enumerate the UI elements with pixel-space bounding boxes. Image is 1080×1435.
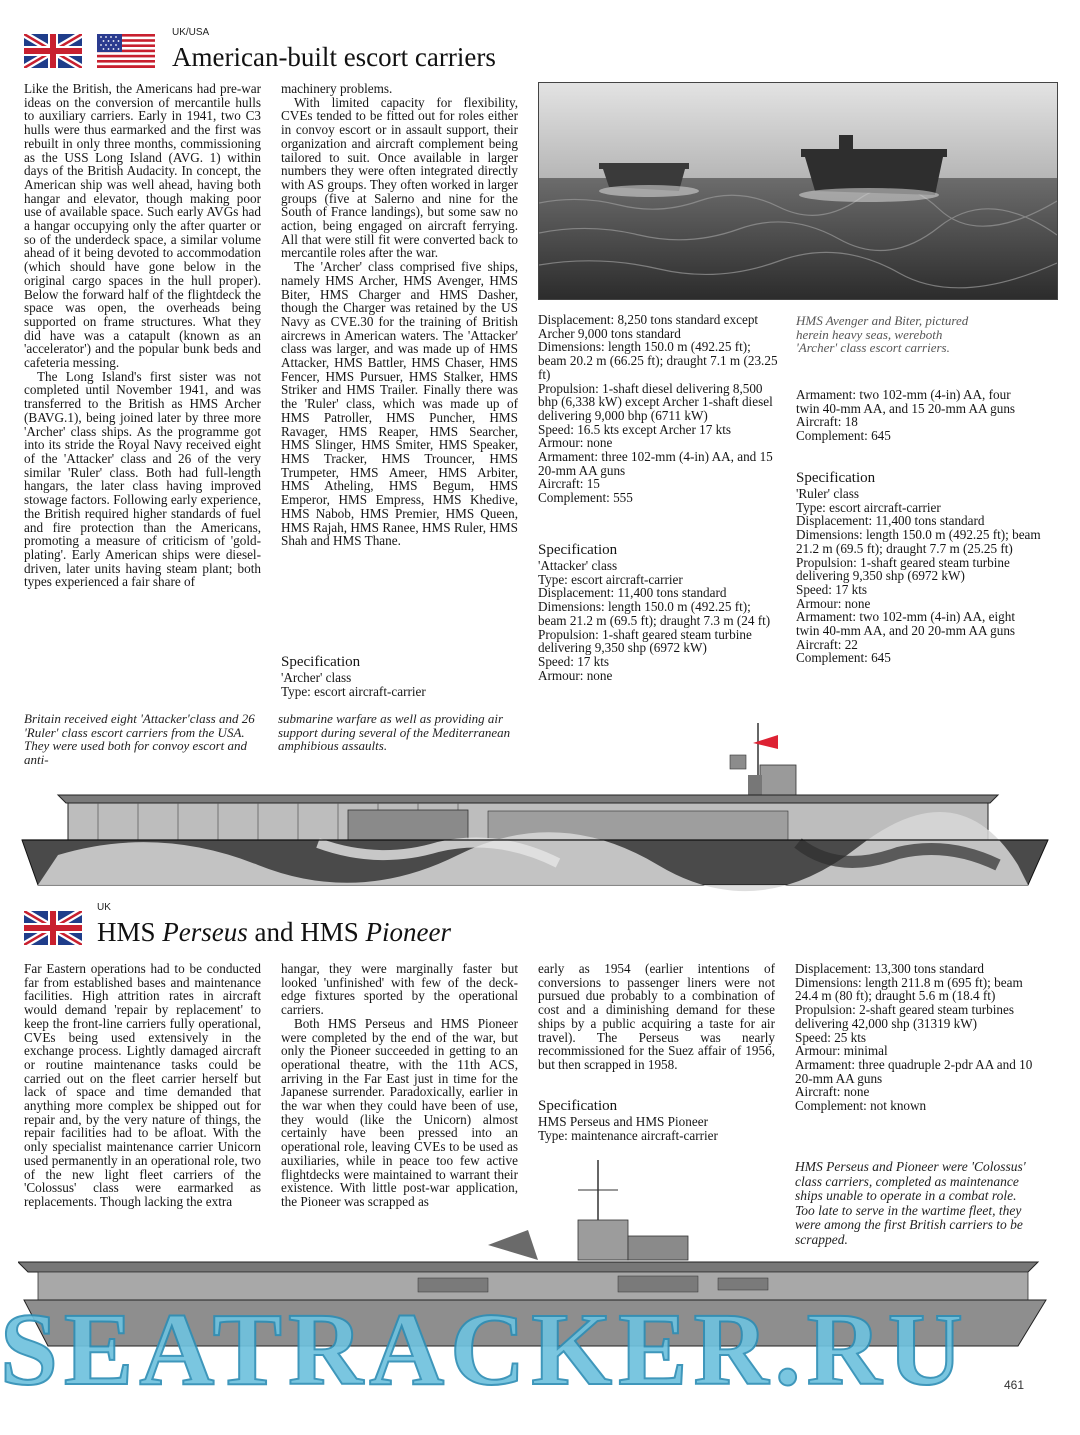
title-ship-name: Perseus	[162, 917, 248, 947]
spec-row: Armament: three quadruple 2-pdr AA and 10 20-mm AA guns	[795, 1056, 1033, 1086]
uk-flag	[24, 34, 82, 68]
spec-row: Armament: two 102-mm (4-in) AA, eight twin 40-mm AA, and 20 20-mm AA guns	[796, 609, 1016, 639]
spec-heading: Specification	[796, 470, 876, 486]
perseus-spec	[538, 1094, 778, 1146]
paragraph: Both HMS Perseus and HMS Pioneer were completed by the end of the war, but only the Pioneer succeeded in getting to an operational theatre, with the 11th ACS, arriving in the Far East just in time for the Japanese surrender. Paradoxically, earlier in the war when they could have been of use, they would (like the Unicorn) almost certainly have been pressed into an operational role, leaving CVEs to be used as auxiliaries, while in peace too few active flightdecks were maintained to warrant their existence. With little post-war application, the Pioneer was scrapped as	[281, 1015, 518, 1209]
section2-title	[97, 917, 451, 947]
section2-country: UK	[97, 902, 111, 913]
section1-country: UK/USA	[172, 27, 210, 38]
spec-row: Armour: none	[538, 435, 613, 451]
paragraph: The Long Island's first sister was not completed until November 1941, and was transferred to the British as HMS Archer (BAVG.1), being joined later by three more 'Archer' class ships. As the programme got into its stride the Royal Navy received eight of the 'Attacker' class and 26 of the very similar 'Ruler' class. Both had full-length hangars, the later class having improved stowage factors. Following early experience, the British required higher standards of fuel and fire protection than the Americans, promoting a measure of criticism of 'gold-plating'. Early American ships were diesel-driven, later units having steam plant; both types experienced a fair share of	[24, 368, 261, 590]
perseus-caption: HMS Perseus and Pioneer were 'Colossus' class carriers, completed as maintenance ships unable to operate in a combat role. Too late to serve in the wartime fleet, they were among the first British carriers to be scrapped.	[795, 1159, 1026, 1247]
spec-heading: Specification	[281, 654, 361, 670]
paragraph: With limited capacity for flexibility, CVEs tended to be fitted out for roles either in convoy escort or in assault support, their organization and aircraft complement being tailored to suit. Once available in larger numbers they were often integrated directly with AS groups. They often worked in larger groups (five at Salerno and nine for the South of France landings), but some saw no action, being engaged on aircraft ferrying. All that were still fit were converted back to mercantile roles after the war.	[281, 94, 518, 261]
attacker-spec	[538, 534, 778, 702]
spec-row: Complement: 645	[796, 650, 891, 666]
spec-row: Speed: 16.5 kts except Archer 17 kts	[538, 421, 732, 437]
spec-row: Dimensions: length 150.0 m (492.25 ft); beam 21.2 m (69.5 ft); draught 7.3 m (24 ft)	[538, 599, 771, 628]
spec-row: Aircraft: none	[795, 1084, 870, 1100]
spec-row: Complement: 645	[796, 428, 891, 444]
spec-row: Propulsion: 1-shaft diesel delivering 8,500 bhp (6,338 kW) except Archer 1-shaft diesel delivering 9,000 bhp (6711 kW)	[538, 380, 773, 423]
archer-spec	[281, 648, 518, 702]
paragraph: The 'Archer' class comprised five ships, namely HMS Archer, HMS Avenger, HMS Biter, HMS Charger and HMS Dasher, though the Charger was retained by the US Navy as CVE.30 for the training of British aircrews in American waters. The 'Attacker' class was larger, and was made up of HMS Attacker, HMS Battler, HMS Chaser, HMS Fencer, HMS Pursuer, HMS Stalker, HMS Striker and HMS Trailer. Finally there was the 'Ruler' class, which was made up of HMS Patroller, HMS Puncher, HMS Ravager, HMS Reaper, HMS Searcher, HMS Slinger, HMS Smiter, HMS Speaker, HMS Tracker, HMS Trouncer, HMS Trumpeter, HMS Ameer, HMS Arbiter, HMS Atheling, HMS Begum, HMS Emperor, HMS Empress, HMS Khedive, HMS Nabob, HMS Premier, HMS Queen, HMS Rajah, HMS Ranee, HMS Ruler, HMS Shah and HMS Thane.	[281, 259, 518, 549]
uk-flag	[24, 911, 82, 945]
section1-title: American-built escort carriers	[172, 42, 496, 72]
spec-row: Speed: 17 kts	[796, 581, 868, 597]
spec-heading: Specification	[538, 542, 618, 558]
escort-carrier-profile-illustration	[18, 715, 1058, 895]
ruler-spec	[796, 462, 1041, 708]
spec-heading: Specification	[538, 1098, 618, 1114]
perseus-spec-continued	[795, 962, 1040, 1152]
spec-row: Complement: 555	[538, 490, 633, 506]
spec-row: Dimensions: length 150.0 m (492.25 ft); beam 20.2 m (66.25 ft); draught 7.1 m (23.25 ft)	[538, 339, 778, 382]
spec-row: 'Archer' class	[281, 670, 352, 685]
spec-row: Armour: none	[796, 595, 871, 611]
section1-column-2	[281, 82, 518, 652]
archer-spec-continued	[538, 313, 778, 533]
section2-column-3	[538, 962, 775, 1092]
attacker-spec-continued	[796, 388, 1036, 460]
title-ship-name: Pioneer	[365, 917, 452, 947]
spec-row: Armour: none	[538, 667, 613, 683]
spec-row: Type: escort aircraft-carrier	[796, 499, 941, 515]
spec-row: Displacement: 13,300 tons standard	[795, 962, 984, 976]
title-text: HMS	[97, 917, 163, 947]
spec-row: Propulsion: 1-shaft geared steam turbine delivering 9,350 shp (6972 kW)	[796, 554, 1010, 584]
avenger-biter-photo	[538, 82, 1058, 300]
photo-caption: HMS Avenger and Biter, pictured herein heavy seas, wereboth 'Archer' class escort carriers.	[796, 313, 969, 355]
spec-row: Speed: 17 kts	[538, 653, 610, 669]
spec-row: Propulsion: 2-shaft geared steam turbines delivering 42,000 shp (31319 kW)	[795, 1002, 1015, 1031]
spec-row: Propulsion: 1-shaft geared steam turbine delivering 9,350 shp (6972 kW)	[538, 626, 752, 656]
spec-row: Aircraft: 18	[796, 414, 858, 430]
spec-row: Armament: three 102-mm (4-in) AA, and 15 20-mm AA guns	[538, 449, 773, 478]
spec-row: Type: escort aircraft-carrier	[538, 571, 683, 587]
title-text: and HMS	[247, 917, 366, 947]
ship-caption-part-1: Britain received eight 'Attacker'class and 26 'Ruler' class escort carriers from the USA. They were used both for convoy escort and anti-	[24, 711, 255, 767]
paragraph: Like the British, the Americans had pre-war ideas on the conversion of mercantile hulls to auxiliary carriers. Early in 1941, two C3 hulls were thus earmarked and the first was rebuilt in only three months, commissioning as the USS Long Island (AVG. 1) within days of the British Audacity. In concept, the American ship was well ahead, having both hangar and elevator, though making poor use of available space. Such early AVGs had a hangar occupying only the after quarter or so of the underdeck space, a similar volume ahead of it being devoted to accommodation (which should have gone below in the original cargo spaces in the hull proper). Below the forward half of the flightdeck the space was open, the overheads being supported on frame structures. What they did have was a catapult (known as an 'accelerator') and the popular bunk beds and cafeteria messing.	[24, 82, 261, 371]
usa-flag	[97, 34, 155, 68]
spec-row: Armament: two 102-mm (4-in) AA, four twin 40-mm AA, and 15 20-mm AA guns	[796, 388, 1016, 416]
spec-row: Type: escort aircraft-carrier	[281, 683, 426, 699]
spec-row: Dimensions: length 211.8 m (695 ft); beam 24.4 m (80 ft); draught 5.6 m (18.4 ft)	[795, 974, 1023, 1004]
spec-row: Speed: 25 kts	[795, 1029, 867, 1045]
page-number: 461	[1004, 1378, 1025, 1392]
spec-row: Type: maintenance aircraft-carrier	[538, 1127, 718, 1143]
spec-row: 'Attacker' class	[538, 558, 618, 573]
paragraph: Far Eastern operations had to be conducted far from established bases and maintenance facilities. High attrition rates in aircraft would demand 'repair by replacement' to keep the front-line carriers fully operational, CVEs being used extensively in the exchange process. Lightly damaged aircraft or routine maintenance tasks could be carried out on the fleet carrier herself but lack of space and time demanded that anything more complex be shipped out for repair and, by the very nature of things, the repair facilities had to be afloat. With the only specialist maintenance carrier Unicorn used permanently in an operational role, two of the new light fleet carriers of the 'Colossus' class were earmarked as replacements. Though lacking the extra	[24, 962, 261, 1209]
spec-row: Displacement: 11,400 tons standard	[796, 513, 985, 529]
spec-row: Dimensions: length 150.0 m (492.25 ft); beam 21.2 m (69.5 ft); draught 7.7 m (25.25 ft)	[796, 527, 1041, 556]
spec-row: Complement: not known	[795, 1098, 927, 1114]
spec-row: Aircraft: 15	[538, 476, 600, 492]
paragraph: machinery problems.	[281, 82, 393, 96]
paragraph: hangar, they were marginally faster but looked 'unfinished' with few of the deck-edge fixtures sported by the operational carriers.	[281, 962, 518, 1018]
spec-row: Aircraft: 22	[796, 636, 858, 652]
spec-row: Armour: minimal	[795, 1043, 888, 1059]
spec-row: HMS Perseus and HMS Pioneer	[538, 1114, 708, 1129]
spec-row: Displacement: 8,250 tons standard except Archer 9,000 tons standard	[538, 313, 759, 341]
paragraph: early as 1954 (earlier intentions of conversions to passenger liners were not pursued due probably to a combination of cost and a diminishing demand for these ships by a public acquiring a taste for air travel). The Perseus was nearly recommissioned for the Suez affair of 1956, but then scrapped in 1958.	[538, 962, 775, 1072]
ship-caption-part-2: submarine warfare as well as providing air support during several of the Mediterranean amphibious assaults.	[278, 711, 511, 753]
spec-row: 'Ruler' class	[796, 486, 859, 501]
seatracker-watermark: SEATRACKER.RU	[0, 1292, 969, 1407]
spec-row: Displacement: 11,400 tons standard	[538, 585, 727, 601]
section1-column-1	[24, 82, 261, 704]
